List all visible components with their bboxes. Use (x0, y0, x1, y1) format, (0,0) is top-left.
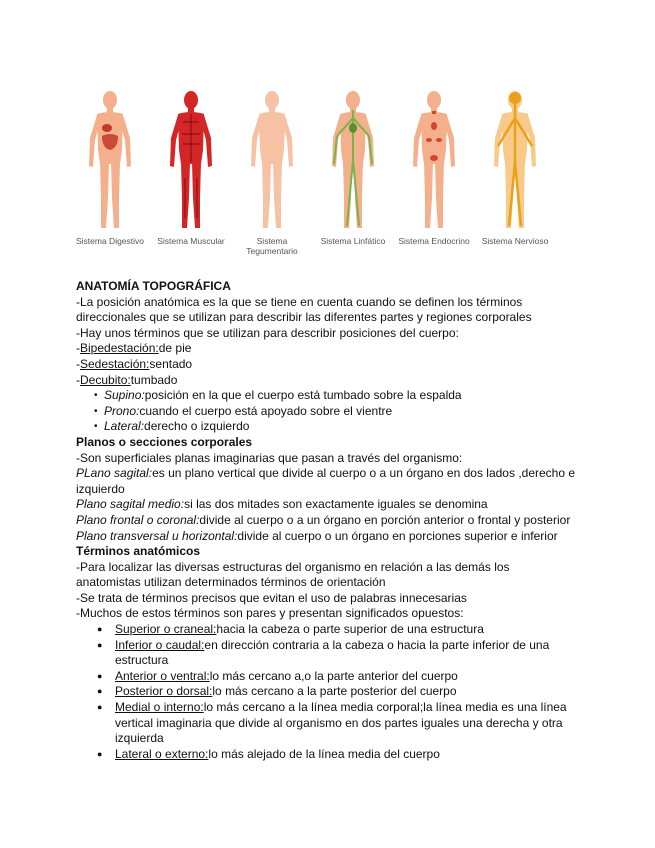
figure-caption: Sistema Endocrino (398, 236, 470, 246)
list-item (115, 684, 576, 700)
document-body (76, 279, 576, 762)
muscular-figure-icon (161, 88, 221, 233)
figure-digestive (70, 88, 150, 260)
definition: es un plano vertical que divide al cuerpo o a un órgano en dos lados ,derecho e izquierdo (76, 466, 576, 496)
dash: - (76, 372, 80, 387)
paragraph: -Son superficiales planas imaginarias que pasan a través del organismo: (76, 450, 463, 465)
section-title: ANATOMÍA TOPOGRÁFICA (76, 279, 231, 293)
plane-line (76, 529, 576, 545)
term: Plano transversal u horizontal: (76, 528, 238, 543)
figure-integumentary (232, 88, 312, 260)
term: Superior o craneal: (115, 622, 217, 637)
figure-caption: Sistema Tegumentario (246, 236, 298, 256)
dash: - (76, 341, 80, 356)
plane-line (76, 466, 576, 497)
term: Lateral: (104, 419, 145, 434)
definition: cuando el cuerpo está apoyado sobre el vientre (139, 403, 393, 418)
definition: lo más alejado de la línea media del cuerpo (208, 746, 440, 761)
figure-muscular (151, 88, 231, 260)
term: Sedestación: (80, 356, 150, 371)
term: Lateral o externo: (115, 746, 209, 761)
figure-endocrine (394, 88, 474, 260)
list-item (115, 622, 576, 638)
definition: hacia la cabeza o parte superior de una estructura (216, 622, 484, 637)
list-item (115, 747, 576, 763)
definition: sentado (149, 356, 193, 371)
body-systems-illustration (70, 88, 549, 260)
figure-lymphatic (313, 88, 393, 260)
nervous-figure-icon (485, 88, 545, 233)
term: Anterior o ventral: (115, 668, 210, 683)
term: PLano sagital: (76, 466, 153, 481)
term: Plano frontal o coronal: (76, 512, 200, 527)
term: Decubito: (80, 372, 131, 387)
definition: lo más cercano a la parte posterior del cuerpo (212, 684, 457, 699)
definition: derecho o izquierdo (144, 419, 250, 434)
definition: en dirección contraria a la cabeza o hacia la parte inferior de una estructura (115, 637, 550, 668)
term: Bipedestación: (80, 341, 159, 356)
term: Plano sagital medio: (76, 497, 185, 512)
figure-caption: Sistema Digestivo (75, 236, 145, 246)
paragraph: -Se trata de términos precisos que evitan el uso de palabras innecesarias (76, 590, 467, 605)
figure-caption: Sistema Nervioso (481, 236, 549, 246)
section-heading: Planos o secciones corporales (76, 434, 253, 449)
position-line (76, 341, 576, 357)
list-item (104, 404, 576, 420)
position-line (76, 357, 576, 373)
definition: si las dos mitades son exactamente iguales se denomina (184, 497, 488, 512)
lymphatic-figure-icon (323, 88, 383, 233)
list-item (104, 388, 576, 404)
definition: divide al cuerpo o un órgano en porciones superior e inferior (237, 528, 558, 543)
terms-list (76, 622, 576, 762)
definition: divide al cuerpo o a un órgano en porción anterior o frontal y posterior (199, 512, 571, 527)
paragraph: -Para localizar las diversas estructuras del organismo en relación a las demás los anatomistas utilizan determinados términos de orientación (76, 559, 510, 590)
paragraph: -La posición anatómica es la que se tiene en cuenta cuando se definen los términos direccionales que se utilizan para describir las diferentes partes y regiones corporales (76, 294, 532, 325)
definition: posición en la que el cuerpo está tumbado sobre la espalda (144, 388, 462, 403)
definition: lo más cercano a la línea media corporal;la línea media es una línea vertical imaginaria que divide al organismo en dos partes iguales una derecha y otra izquierda (115, 700, 567, 746)
figure-nervous (475, 88, 555, 260)
list-item (115, 700, 576, 747)
definition: de pie (158, 341, 192, 356)
definition: tumbado (130, 372, 178, 387)
term: Inferior o caudal: (115, 637, 205, 652)
term: Supino: (104, 388, 145, 403)
list-item (115, 638, 576, 669)
paragraph: -Muchos de estos términos son pares y presentan significados opuestos: (76, 606, 464, 621)
integumentary-figure-icon (242, 88, 302, 233)
figure-caption: Sistema Linfático (320, 236, 386, 246)
list-item (115, 669, 576, 685)
decubito-list (76, 388, 576, 435)
paragraph: -Hay unos términos que se utilizan para describir posiciones del cuerpo: (76, 325, 459, 340)
list-item (104, 419, 576, 435)
term: Prono: (104, 403, 140, 418)
figure-caption: Sistema Muscular (157, 236, 225, 246)
endocrine-figure-icon (404, 88, 464, 233)
definition: lo más cercano a,o la parte anterior del cuerpo (209, 668, 458, 683)
position-line (76, 373, 576, 389)
dash: - (76, 356, 80, 371)
term: Posterior o dorsal: (115, 684, 213, 699)
digestive-figure-icon (80, 88, 140, 233)
plane-line (76, 513, 576, 529)
term: Medial o interno: (115, 700, 204, 715)
section-heading: Términos anatómicos (76, 544, 201, 559)
plane-line (76, 497, 576, 513)
